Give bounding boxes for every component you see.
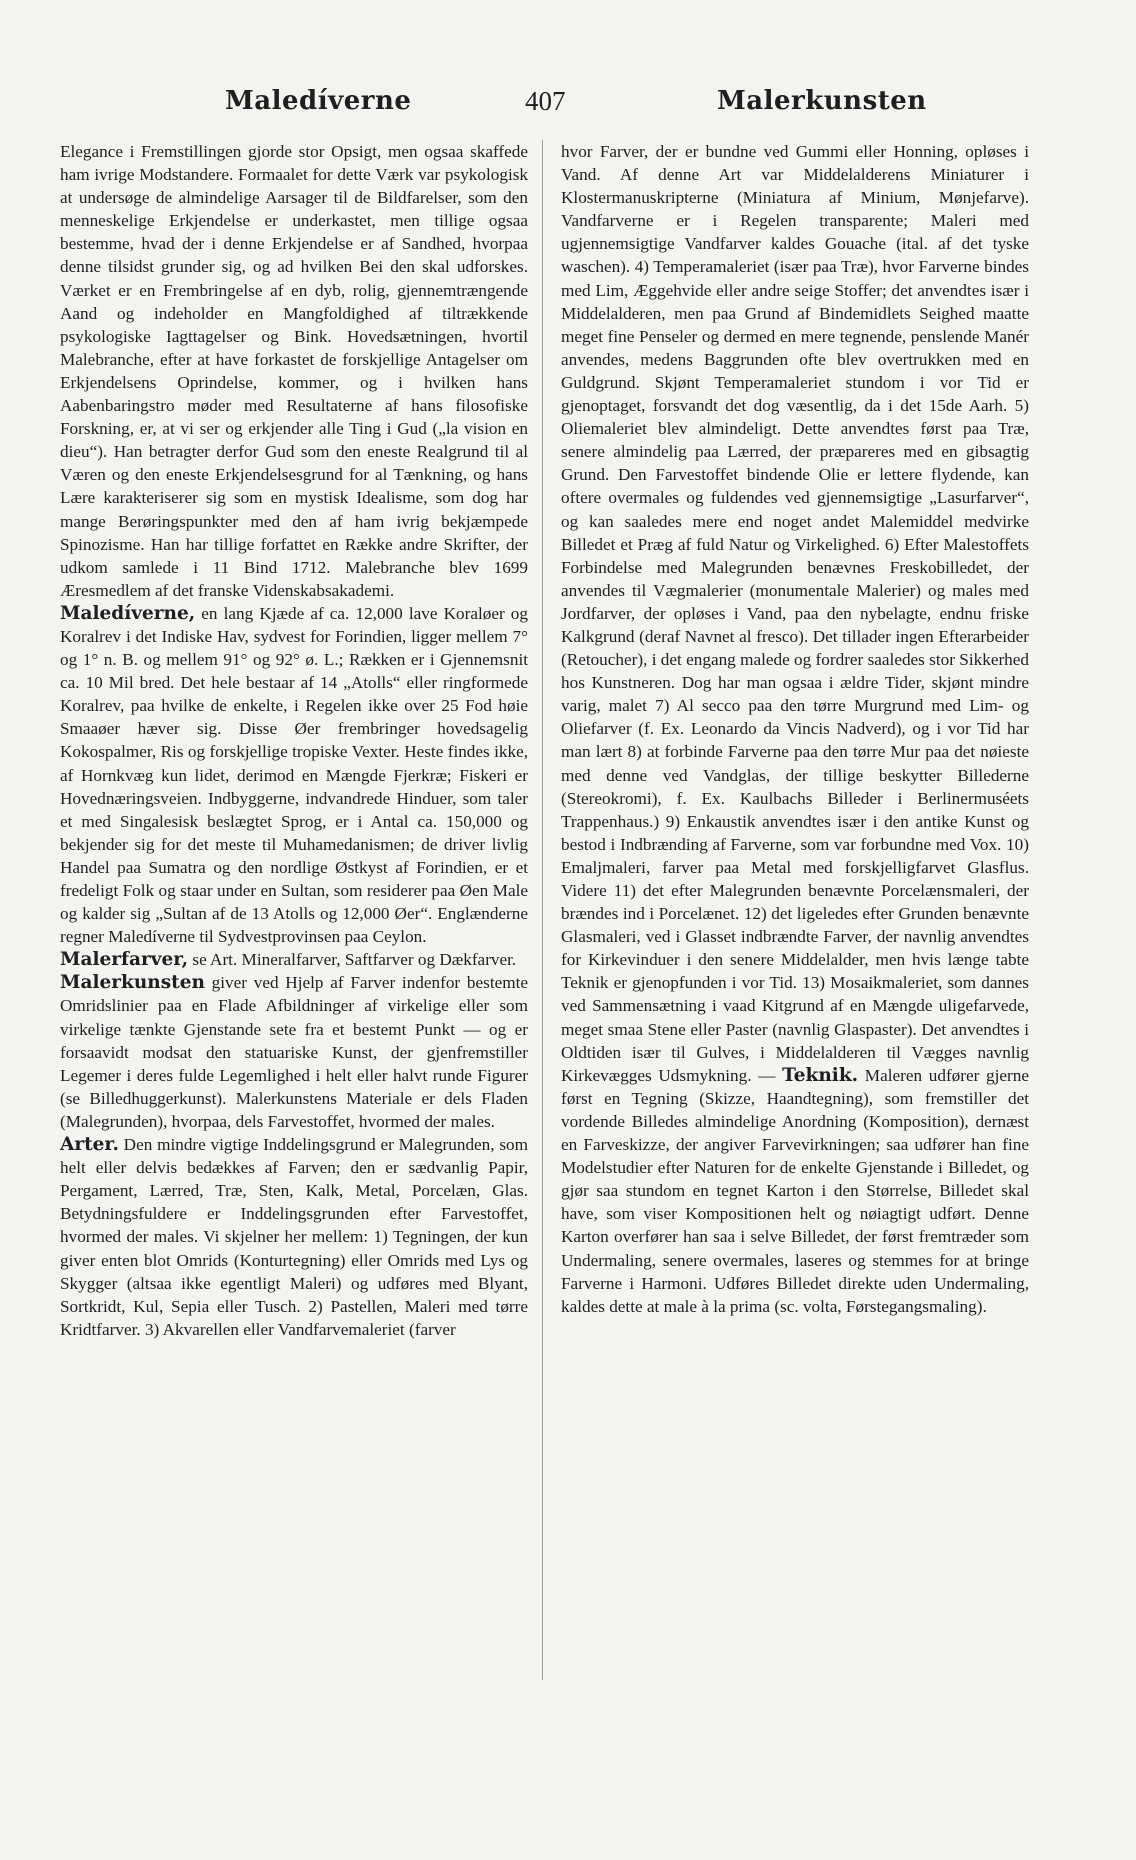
entry-heading-maledivs: Maledíverne,: [60, 602, 196, 624]
section-arter: [60, 1133, 528, 1341]
running-header: [55, 78, 1081, 128]
entry-heading-malerfarver: Malerfarver,: [60, 949, 189, 971]
entry-maledivs: [60, 602, 528, 948]
section-body-teknik: Maleren udfører gjerne først en Tegning (Skizze, Haandtegning), som fremstiller det vordende Billedes almindelige Anordning (Komposition), dernæst en Farveskizze, der angiver Farvevirkningen; saa udfører han fine Modelstudier efter Naturen for de enkelte Gjenstande i Billedet, og gjør saa stundom en tegnet Karton i den Størrelse, Billedet skal have, som viser Kompositionen helt og nøiagtigt udført. Denne Karton overfører han saa i selve Billedet, der først fremtræder som Undermaling, senere overmales, laseres og stemmes for at bringe Farverne i Harmoni. Udføres Billedet direkte uden Undermaling, kaldes dette at male à la prima (sc. volta, Førstegangsmaling).: [561, 1065, 1029, 1316]
header-right-title: Malerkunsten: [717, 86, 927, 116]
entry-body-maledivs: en lang Kjæde af ca. 12,000 lave Koraløer og Koralrev i det Indiske Hav, sydvest for Forindien, ligger mellem 7° og 1° n. B. og mellem 91° og 92° ø. L.; Rækken er i Gjennemsnit ca. 10 Mil bred. Det hele bestaar af 14 „Atolls“ eller ringformede Koralrev, paa hvilke de enkelte, i Regelen ikke over 25 Fod høie Smaaøer hæver sig. Disse Øer frembringer hovedsagelig Kokospalmer, Ris og forskjellige tropiske Vexter. Heste findes ikke, af Hornkvæg kun lidet, derimod en Mængde Fjerkræ; Fiskeri er Hovednæringsveien. Indbyggerne, indvandrede Hinduer, som taler et med Singalesisk beslægtet Sprog, er i Antal ca. 150,000 og bekjender sig for det meste til Muhamedanismen; de driver livlig Handel paa Sumatra og den nordlige Østkyst af Forindien, er et fredeligt Folk og staar under en Sultan, som residerer paa Øen Male og kalder sig „Sultan af de 13 Atolls og 12,000 Øer“. Englænderne regner Maledíverne til Sydvestprovinsen paa Ceylon.: [60, 603, 528, 947]
entry-malerfarver: [60, 948, 528, 971]
entry-body-malerfarver: se Art. Mineralfarver, Saftfarver og Dækfarver.: [188, 950, 517, 970]
malerkunsten-continuation: [561, 140, 1029, 1318]
arter-continuation-text: hvor Farver, der er bundne ved Gummi eller Honning, opløses i Vand. Af denne Art var Middelalderens Miniaturer i Klostermanuskripterne (Miniatura af Minium, Mønjefarve). Vandfarverne er i Regelen transparente; Maleri med ugjennemsigtige Vandfarver kaldes Gouache (ital. af det tyske waschen). 4) Temperamaleriet (især paa Træ), hvor Farverne bindes med Lim, Æggehvide eller andre seige Stoffer; det anvendtes især i Middelalderen, men paa Grund af Bindemidlets Seighed maatte meget fine Penseler og dermed en mere tegnende, penslende Manér anvendes, medens Baggrunden ofte blev overtrukken med en Guldgrund. Skjønt Temperamaleriet stundom i vor Tid er gjenoptaget, forsvandt det dog væsentlig, da i det 15de Aarh. 5) Oliemaleriet blev almindeligt. Dette anvendtes først paa Træ, senere almindelig paa Lærred, der præpareres med en gibsagtig Grund. Den Farvestoffet bindende Olie er lettere flydende, kan oftere overmales og fuldendes ved gjennemsigtige „Lasurfarver“, og kan saaledes mere end noget andet Malemiddel medvirke Billedet et Præg af fuld Natur og Virkelighed. 6) Efter Malestoffets Forbindelse med Malegrunden benævnes Freskobilledet, der anvendes til Vægmalerier (monumentale Malerier) og males med Jordfarver, der opløses i Vand, paa den nybelagte, endnu friske Kalkgrund (deraf Navnet al fresco). Det tillader ingen Efterarbeider (Retoucher), i det engang malede og fordrer saaledes stor Sikkerhed hos Kunstneren. Dog har man ogsaa i ældre Tider, skjønt mindre varig, malet 7) Al secco paa den tørre Murgrund med Lim- og Oliefarver (f. Ex. Leonardo da Vincis Nadverd), og i vor Tid har man lært 8) at forbinde Farverne paa den tørre Mur paa det nøieste med denne ved Vandglas, der tillige beskytter Billederne (Stereokromi), f. Ex. Kaulbachs Billeder i Berlinermuséets Trappenhaus.) 9) Enkaustik anvendtes især i den antike Kunst og bestod i Indbrænding af Farverne, som var forbundne med Vox. 10) Emaljmaleri, farver paa Metal med forskjelligfarvet Glasflus. Videre 11) det efter Malegrunden benævnte Porcelænsmaleri, der brændes ind i Porcelænet. 12) det ligeledes efter Grunden benævnte Glasmaleri, ved i Glasset indbrændte Farver, der navnlig anvendtes for Kirkevinduer i den senere Middelalder, men hvis længe tabte Teknik er gjenopfunden i vor Tid. 13) Mosaikmaleriet, som dannes ved Sammensætning i vaad Kitgrund af en Mængde uligefarvede, meget smaa Stene eller Paster (navnlig Glaspaster). Det anvendtes i Oldtiden især til Gulves, i Middelalderen til Vægges navnlig Kirkevægges Udsmykning. —: [561, 142, 1029, 1085]
entry-body-malerkunsten: giver ved Hjelp af Farver indenfor bestemte Omridslinier paa en Flade Afbildninger af virkelige eller som virkelige tænkte Gjenstande sete fra et bestemt Punkt — og er forsaavidt modsat den statuariske Kunst, der gjenfremstiller Legemer i deres fulde Legemlighed i helt eller halvt runde Figurer (se Billedhuggerkunst). Malerkunstens Materiale er dels Fladen (Malegrunden), hvorpaa, dels Farvestoffet, hvormed der males.: [60, 973, 528, 1131]
entry-malerkunsten: [60, 971, 528, 1133]
right-column: [561, 140, 1029, 1318]
section-heading-teknik: Teknik.: [782, 1064, 859, 1086]
section-body-arter: Den mindre vigtige Inddelingsgrund er Malegrunden, som helt eller delvis bedækkes af Farven; den er sædvanlig Papir, Pergament, Lærred, Træ, Sten, Kalk, Metal, Porcelæn, Glas. Betydningsfuldere er Inddelingsgrunden efter Farvestoffet, hvormed der males. Vi skjelner her mellem: 1) Tegningen, der kun giver enten blot Omrids (Konturtegning) eller Omrids med Lys og Skygger (altsaa ikke egentligt Maleri) og udføres med Blyant, Sortkridt, Kul, Sepia eller Tusch. 2) Pastellen, Maleri med tørre Kridtfarver. 3) Akvarellen eller Vandfarvemaleriet (farver: [60, 1135, 528, 1339]
section-heading-arter: Arter.: [60, 1134, 119, 1156]
malebranche-continuation: Elegance i Fremstillingen gjorde stor Opsigt, men ogsaa skaffede ham ivrige Modstandere. Formaalet for dette Værk var psykologisk at undersøge de almindelige Aarsager til de Bildfarelser, som den menneskelige Erkjendelse er underkastet, men tillige ogsaa bestemme, hvad der i denne Erkjendelse er af Sandhed, hvorpaa denne tilsidst grunder sig, og ad hvilken Bei den skal udforskes. Værket er en Frembringelse af en dyb, rolig, gjennemtrængende Aand og indeholder en Mangfoldighed af tiltrækkende psykologiske Iagttagelser og Bink. Hovedsætningen, hvortil Malebranche, efter at have forkastet de forskjellige Antagelser om Erkjendelsens Oprindelse, kommer, og i hvilken hans Aabenbaringstro møder med Resultaterne af hans filosofiske Forskning, er, at vi ser og erkjender alle Ting i Gud („la vision en dieu“). Han betragter derfor Gud som den eneste Realgrund til al Væren og den eneste Erkjendelsesgrund for al Tænkning, og hans Lære karakteriserer sig som en mystisk Idealisme, som dog har mange Berøringspunkter med den af ham ivrig bekjæmpede Spinozisme. Han har tillige forfattet en Række andre Skrifter, der udkom samlede i 11 Bind 1712. Malebranche blev 1699 Æresmedlem af det franske Videnskabsakademi.: [60, 142, 528, 600]
left-column: [60, 140, 528, 1341]
page-number: 407: [525, 86, 566, 116]
column-divider: [542, 140, 543, 1680]
entry-heading-malerkunsten: Malerkunsten: [60, 972, 205, 994]
header-left-title: Maledíverne: [225, 86, 412, 116]
